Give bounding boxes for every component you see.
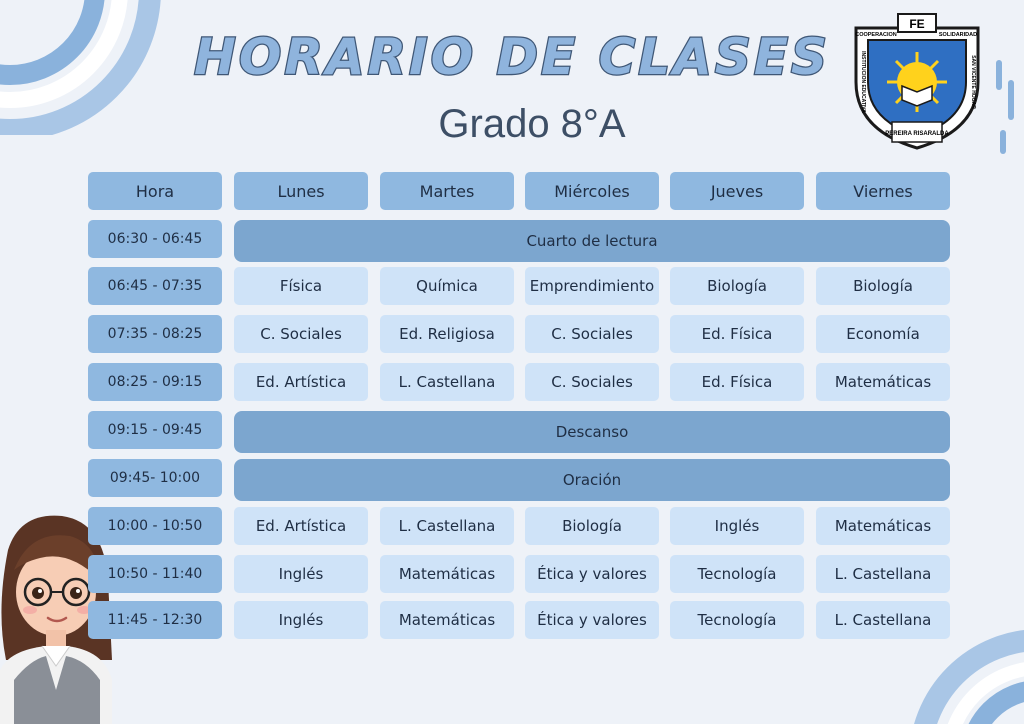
subject-cell: Matemáticas <box>816 507 950 545</box>
subject-cell: L. Castellana <box>380 363 514 401</box>
subject-cell: Ed. Artística <box>234 363 368 401</box>
emblem-side-left-text: INSTITUCION EDUCATIVA <box>860 51 866 113</box>
subject-cell: Biología <box>816 267 950 305</box>
subject-cell: Ed. Religiosa <box>380 315 514 353</box>
subject-cell: Matemáticas <box>816 363 950 401</box>
subject-cell: Química <box>380 267 514 305</box>
subject-cell: C. Sociales <box>234 315 368 353</box>
day-header-3: Jueves <box>670 172 804 210</box>
time-slot: 06:30 - 06:45 <box>88 220 222 258</box>
day-header-4: Viernes <box>816 172 950 210</box>
subject-cell: Inglés <box>234 555 368 593</box>
emblem-bottom-text: PEREIRA RISARALDA <box>885 131 949 137</box>
subject-cell: C. Sociales <box>525 363 659 401</box>
time-slot: 06:45 - 07:35 <box>88 267 222 305</box>
time-slot: 10:50 - 11:40 <box>88 555 222 593</box>
full-width-activity: Descanso <box>234 411 950 453</box>
school-emblem-icon <box>846 10 988 150</box>
full-width-activity: Oración <box>234 459 950 501</box>
emblem-left-text: COOPERACION <box>855 32 897 38</box>
subject-cell: Biología <box>670 267 804 305</box>
subject-cell: C. Sociales <box>525 315 659 353</box>
subject-cell: Biología <box>525 507 659 545</box>
time-slot: 09:45- 10:00 <box>88 459 222 497</box>
emblem-top-text: FE <box>909 17 925 31</box>
full-width-activity: Cuarto de lectura <box>234 220 950 262</box>
subject-cell: Matemáticas <box>380 555 514 593</box>
subject-cell: Ética y valores <box>525 601 659 639</box>
subject-cell: Ed. Física <box>670 363 804 401</box>
time-slot: 07:35 - 08:25 <box>88 315 222 353</box>
subject-cell: Inglés <box>234 601 368 639</box>
subject-cell: Ed. Artística <box>234 507 368 545</box>
subject-cell: L. Castellana <box>816 601 950 639</box>
subject-cell: Tecnología <box>670 555 804 593</box>
page-subtitle: Grado 8°A <box>438 102 626 146</box>
subject-cell: Ed. Física <box>670 315 804 353</box>
subject-cell: Ética y valores <box>525 555 659 593</box>
subject-cell: L. Castellana <box>816 555 950 593</box>
hour-column-header: Hora <box>88 172 222 210</box>
emblem-side-right-text: SAN VICENTE HOGAR <box>970 55 976 109</box>
day-header-1: Martes <box>380 172 514 210</box>
time-slot: 09:15 - 09:45 <box>88 411 222 449</box>
subject-cell: L. Castellana <box>380 507 514 545</box>
subject-cell: Inglés <box>670 507 804 545</box>
time-slot: 08:25 - 09:15 <box>88 363 222 401</box>
day-header-2: Miércoles <box>525 172 659 210</box>
subject-cell: Física <box>234 267 368 305</box>
time-slot: 11:45 - 12:30 <box>88 601 222 639</box>
subject-cell: Tecnología <box>670 601 804 639</box>
subject-cell: Economía <box>816 315 950 353</box>
subject-cell: Emprendimiento <box>525 267 659 305</box>
emblem-right-text: SOLIDARIDAD <box>938 32 978 38</box>
day-header-0: Lunes <box>234 172 368 210</box>
page-title: HORARIO DE CLASES <box>193 28 831 86</box>
subject-cell: Matemáticas <box>380 601 514 639</box>
time-slot: 10:00 - 10:50 <box>88 507 222 545</box>
